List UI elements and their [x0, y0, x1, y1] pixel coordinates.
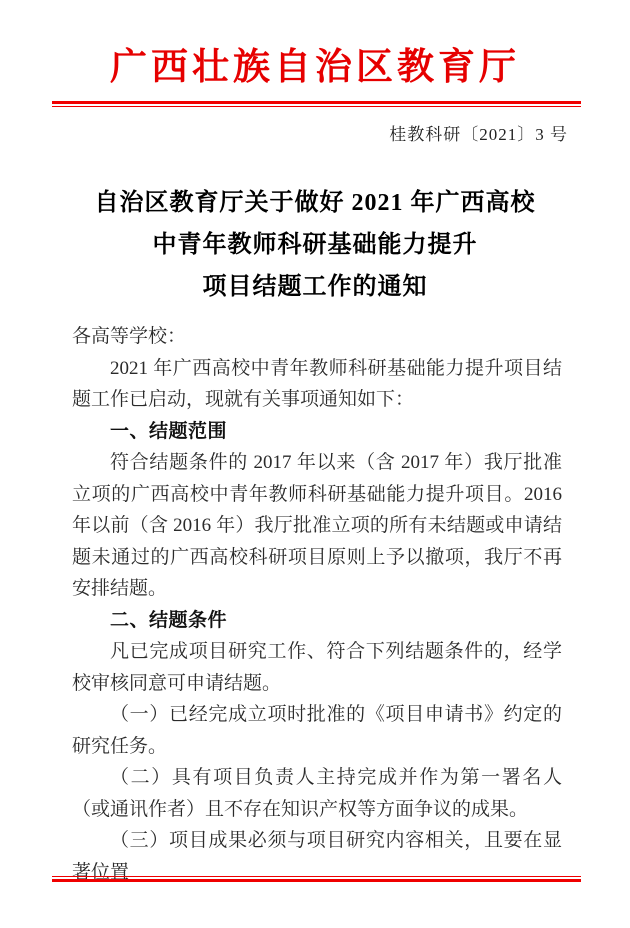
letterhead-divider-rule: [52, 101, 581, 107]
notice-title-line-3: 项目结题工作的通知: [202, 274, 428, 300]
page-footer-rule: [52, 876, 581, 882]
document-page: [0, 44, 630, 928]
section-1-paragraph: 符合结题条件的 2017 年以来（含 2017 年）我厅批准立项的广西高校中青年教师科研基础能力提升项目。2016 年以前（含 2016 年）我厅批准立项的所有未结题或申请结题未通过的广西高校科研项目原则上予以撤项，我厅不再安排结题。: [72, 452, 562, 599]
section-2-paragraph: 凡已完成项目研究工作、符合下列结题条件的，经学校审核同意可申请结题。: [72, 641, 562, 694]
notice-title-line-2: 中青年教师科研基础能力提升: [152, 232, 478, 258]
condition-item-3: （三）项目成果必须与项目研究内容相关，且要在显著位置: [72, 830, 562, 883]
section-heading-2: 二、结题条件: [110, 609, 228, 631]
notice-title: [0, 182, 630, 308]
notice-body: [72, 321, 562, 883]
document-number: 桂教科研〔2021〕3 号: [389, 125, 568, 144]
salutation: 各高等学校：: [72, 326, 187, 347]
condition-item-1: （一）已经完成立项时批准的《项目申请书》约定的研究任务。: [72, 704, 562, 757]
condition-item-2: （二）具有项目负责人主持完成并作为第一署名人（或通讯作者）且不存在知识产权等方面争议的成果。: [72, 767, 562, 820]
notice-title-line-1: 自治区教育厅关于做好 2021 年广西高校: [94, 190, 536, 216]
agency-letterhead: 广西壮族自治区教育厅: [110, 47, 520, 88]
intro-paragraph: 2021 年广西高校中青年教师科研基础能力提升项目结题工作已启动，现就有关事项通知如下：: [72, 357, 562, 410]
section-heading-1: 一、结题范围: [110, 420, 228, 442]
